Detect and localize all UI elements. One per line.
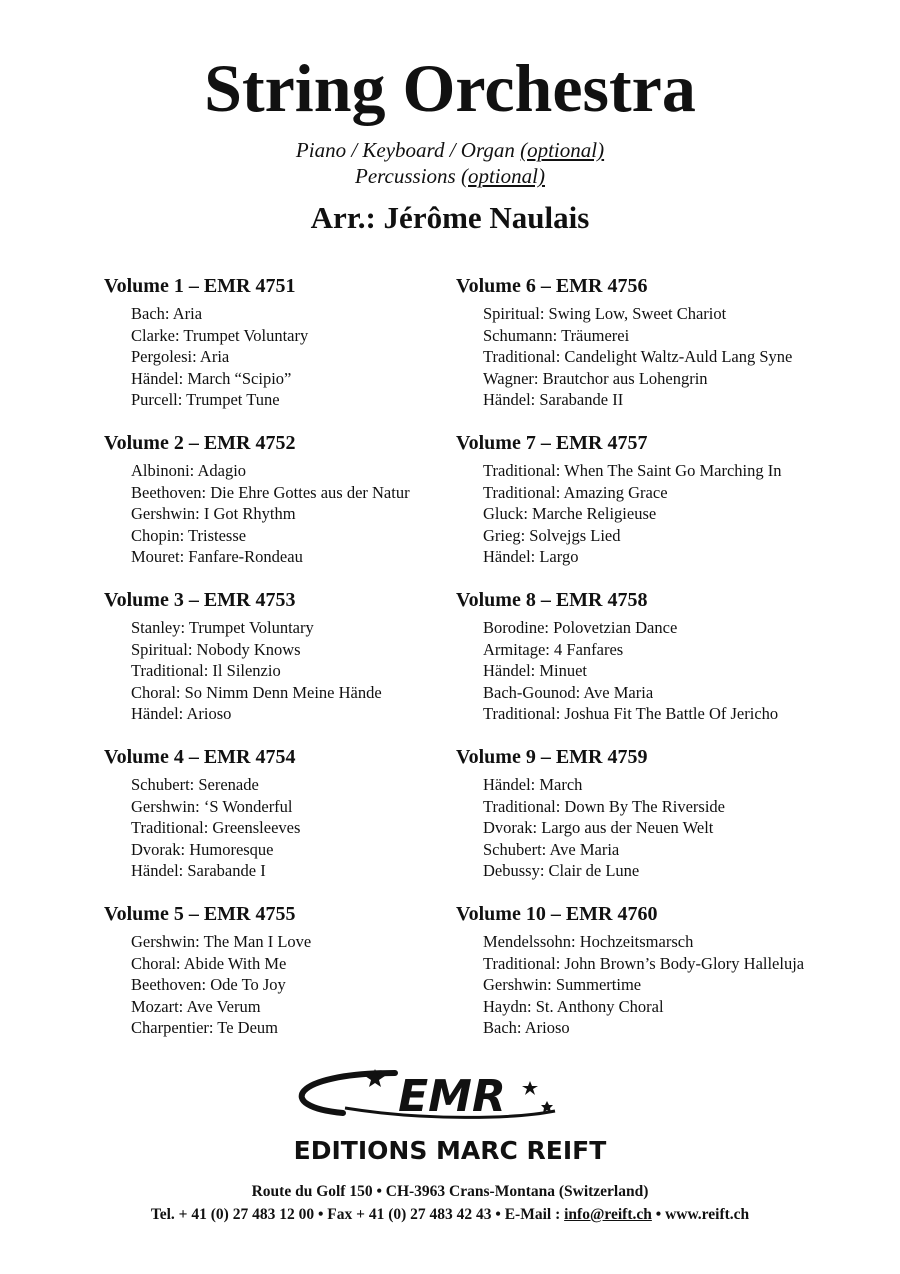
volume-block	[104, 274, 504, 431]
list-item: Debussy: Clair de Lune	[483, 861, 640, 880]
list-item: Gershwin: Summertime	[483, 975, 642, 994]
volume-block	[456, 588, 856, 745]
list-item: Schumann: Träumerei	[483, 325, 630, 345]
list-item: Gershwin: ‘S Wonderful	[131, 796, 293, 816]
volume-block	[456, 274, 856, 431]
piece-list	[104, 931, 504, 1039]
volume-block	[104, 431, 504, 588]
instrumentation-line-1	[0, 137, 900, 163]
list-item: Mendelssohn: Hochzeitsmarsch	[483, 932, 694, 951]
piece-list	[456, 460, 856, 568]
volume-block	[456, 902, 856, 1059]
instrumentation-text: Percussions	[355, 164, 461, 188]
separator: •	[651, 1206, 666, 1223]
list-item: Händel: Largo	[483, 547, 579, 566]
arranger: Arr.: Jérôme Naulais	[310, 200, 590, 235]
volume-heading: Volume 6 – EMR 4756	[456, 275, 648, 297]
emr-logo-icon	[225, 1063, 675, 1168]
list-item: Mouret: Fanfare-Rondeau	[131, 547, 303, 566]
volume-block	[104, 902, 504, 1059]
list-item: Choral: Abide With Me	[131, 953, 287, 973]
volume-block	[456, 431, 856, 588]
list-item: Stanley: Trumpet Voluntary	[131, 618, 314, 637]
piece-list	[456, 303, 856, 411]
list-item: Bach-Gounod: Ave Maria	[483, 682, 654, 702]
list-item: Armitage: 4 Fanfares	[483, 639, 624, 659]
list-item: Dvorak: Humoresque	[131, 839, 274, 859]
email-link[interactable]: info@reift.ch	[564, 1206, 652, 1223]
volume-heading: Volume 4 – EMR 4754	[104, 746, 296, 768]
list-item: Traditional: Candelight Waltz-Auld Lang Syne	[483, 347, 793, 366]
list-item: Grieg: Solvejgs Lied	[483, 525, 621, 545]
piece-list	[456, 617, 856, 725]
list-item: Traditional: Joshua Fit The Battle Of Jericho	[483, 704, 779, 723]
list-item: Choral: So Nimm Denn Meine Hände	[131, 682, 382, 702]
volume-heading: Volume 7 – EMR 4757	[456, 432, 648, 454]
website-link[interactable]: www.reift.ch	[665, 1206, 750, 1223]
separator: •	[491, 1206, 505, 1223]
list-item: Pergolesi: Aria	[131, 347, 230, 366]
list-item: Gershwin: The Man I Love	[131, 932, 312, 951]
list-item: Haydn: St. Anthony Choral	[483, 996, 664, 1016]
list-item: Traditional: John Brown’s Body-Glory Halleluja	[483, 953, 805, 973]
logo-name: EDITIONS MARC REIFT	[293, 1136, 607, 1165]
list-item: Bach: Aria	[131, 304, 203, 323]
piece-list	[456, 931, 856, 1039]
list-item: Händel: Arioso	[131, 704, 232, 723]
list-item: Schubert: Serenade	[131, 775, 259, 794]
volume-column-left	[104, 274, 504, 1059]
page-title: String Orchestra	[204, 50, 696, 126]
volume-block	[104, 588, 504, 745]
list-item: Traditional: Greensleeves	[131, 818, 301, 837]
list-item: Händel: Sarabande I	[131, 861, 266, 880]
volume-heading: Volume 1 – EMR 4751	[104, 275, 296, 297]
volume-heading: Volume 10 – EMR 4760	[456, 903, 658, 925]
piece-list	[104, 460, 504, 568]
list-item: Chopin: Tristesse	[131, 525, 247, 545]
piece-list	[456, 774, 856, 882]
piece-list	[104, 617, 504, 725]
piece-list	[104, 303, 504, 411]
volume-heading: Volume 8 – EMR 4758	[456, 589, 648, 611]
list-item: Bach: Arioso	[483, 1018, 570, 1037]
volume-block	[104, 745, 504, 902]
list-item: Borodine: Polovetzian Dance	[483, 618, 678, 637]
optional-note: (optional)	[520, 138, 605, 162]
volume-column-right	[456, 274, 856, 1059]
list-item: Schubert: Ave Maria	[483, 839, 620, 859]
publisher-logo	[225, 1063, 675, 1168]
list-item: Gluck: Marche Religieuse	[483, 504, 657, 523]
list-item: Charpentier: Te Deum	[131, 1018, 278, 1037]
email-label: E-Mail :	[504, 1206, 565, 1223]
piece-list	[104, 774, 504, 882]
list-item: Mozart: Ave Verum	[131, 996, 261, 1016]
volume-heading: Volume 3 – EMR 4753	[104, 589, 296, 611]
fax: Fax + 41 (0) 27 483 42 43	[327, 1206, 492, 1223]
list-item: Purcell: Trumpet Tune	[131, 390, 280, 409]
instrumentation-line-2	[0, 163, 900, 189]
list-item: Traditional: When The Saint Go Marching In	[483, 461, 782, 480]
list-item: Händel: Sarabande II	[483, 390, 624, 409]
list-item: Spiritual: Swing Low, Sweet Chariot	[483, 304, 727, 323]
publisher-contact	[0, 1204, 900, 1226]
publisher-address: Route du Golf 150 • CH-3963 Crans-Montana (Switzerland)	[251, 1183, 649, 1200]
list-item: Dvorak: Largo aus der Neuen Welt	[483, 818, 714, 837]
list-item: Händel: March “Scipio”	[131, 368, 292, 388]
list-item: Händel: Minuet	[483, 661, 588, 680]
optional-note: (optional)	[460, 164, 545, 188]
list-item: Traditional: Amazing Grace	[483, 482, 668, 502]
list-item: Traditional: Il Silenzio	[131, 661, 281, 680]
list-item: Albinoni: Adagio	[131, 461, 247, 480]
instrumentation-text: Piano / Keyboard / Organ	[295, 138, 521, 162]
telephone: Tel. + 41 (0) 27 483 12 00	[150, 1206, 315, 1223]
volume-block	[456, 745, 856, 902]
list-item: Beethoven: Ode To Joy	[131, 975, 286, 994]
list-item: Wagner: Brautchor aus Lohengrin	[483, 368, 708, 388]
volume-heading: Volume 9 – EMR 4759	[456, 746, 648, 768]
list-item: Traditional: Down By The Riverside	[483, 796, 725, 816]
volume-heading: Volume 5 – EMR 4755	[104, 903, 296, 925]
volume-heading: Volume 2 – EMR 4752	[104, 432, 296, 454]
separator: •	[314, 1206, 328, 1223]
list-item: Gershwin: I Got Rhythm	[131, 504, 296, 523]
list-item: Beethoven: Die Ehre Gottes aus der Natur	[131, 482, 410, 502]
list-item: Clarke: Trumpet Voluntary	[131, 325, 309, 345]
logo-mark: EMR	[398, 1071, 506, 1122]
list-item: Händel: March	[483, 775, 583, 794]
list-item: Spiritual: Nobody Knows	[131, 639, 301, 659]
